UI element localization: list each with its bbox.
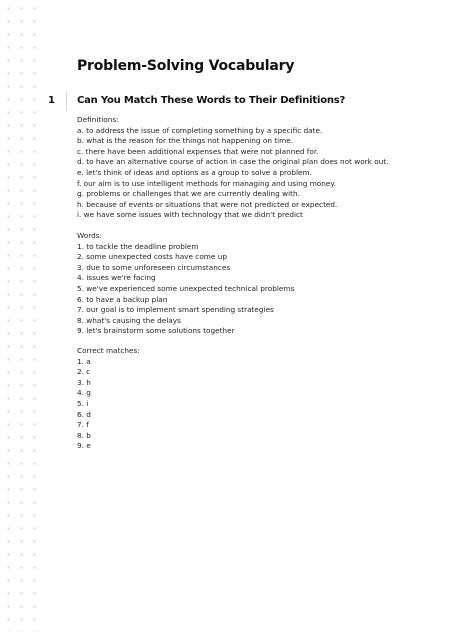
match-item: 7. f [77,420,89,430]
definition-item: g. problems or challenges that we are currently dealing with. [77,189,300,199]
match-item: 9. e [77,441,91,451]
definition-item: b. what is the reason for the things not happening on time. [77,136,294,146]
definition-item: e. let's think of ideas and options as a group to solve a problem. [77,167,312,177]
word-item: 7. our goal is to implement smart spending strategies [77,305,274,315]
word-item: 9. let's brainstorm some solutions together [77,326,235,336]
definition-item: d. to have an alternative course of action in case the original plan does not work out. [77,157,389,167]
definition-item: c. there have been additional expenses that were not planned for. [77,146,319,156]
words-heading: Words: [77,231,103,240]
word-item: 6. to have a backup plan [77,294,168,304]
matches-heading: Correct matches: [77,346,140,355]
section-divider [66,91,67,111]
dot-grid-margin [0,0,42,632]
page-title: Problem-Solving Vocabulary [77,58,295,74]
definition-item: a. to address the issue of completing something by a specific date. [77,125,323,135]
match-item: 3. h [77,377,91,387]
word-item: 5. we've experienced some unexpected technical problems [77,283,295,293]
match-item: 5. i [77,398,89,408]
word-item: 1. to tackle the deadline problem [77,241,199,251]
matches-list [77,346,467,452]
word-item: 3. due to some unforeseen circumstances [77,262,231,272]
match-item: 2. c [77,367,91,377]
word-item: 8. what's causing the delays [77,315,181,325]
definition-item: f. our aim is to use intelligent methods for managing and using money. [77,178,336,188]
definitions-list [77,115,467,221]
match-item: 8. b [77,430,91,440]
match-item: 1. a [77,356,91,366]
words-list [77,231,467,337]
definition-item: h. because of events or situations that were not predicted or expected. [77,199,338,209]
match-item: 6. d [77,409,91,419]
word-item: 2. some unexpected costs have come up [77,252,227,262]
word-item: 4. issues we're facing [77,273,156,283]
definitions-heading: Definitions: [77,115,119,124]
match-item: 4. g [77,388,91,398]
section-heading: Can You Match These Words to Their Definitions? [77,95,346,106]
definition-item: i. we have some issues with technology that we didn't predict [77,210,303,220]
section-number: 1 [48,95,55,106]
